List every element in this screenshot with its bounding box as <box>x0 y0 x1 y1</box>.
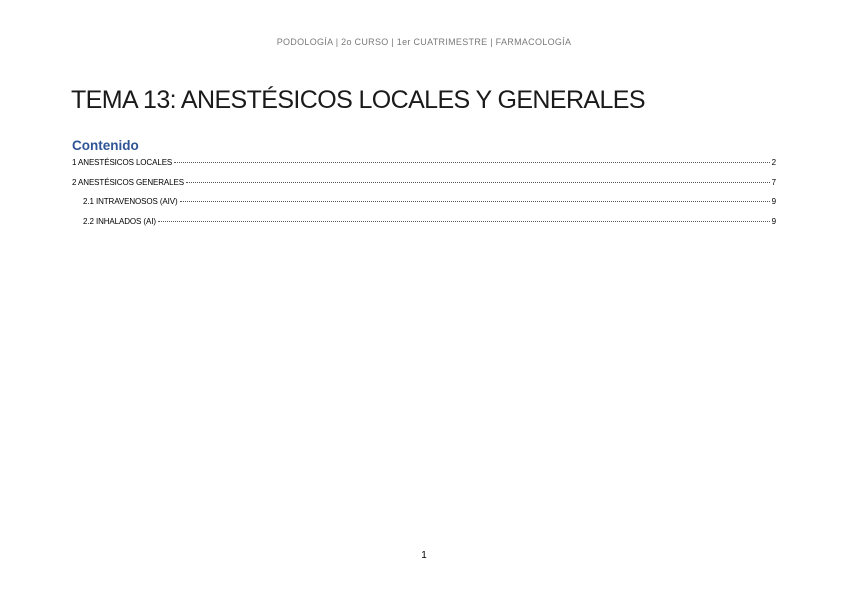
toc-entry-page: 7 <box>771 177 776 187</box>
toc-entry-anestesicos-locales[interactable] <box>72 158 776 178</box>
toc-leader-dots <box>180 201 770 202</box>
toc-entry-page: 9 <box>771 216 776 226</box>
toc-entry-page: 9 <box>771 197 776 206</box>
toc-entry-label: 2 ANESTÉSICOS GENERALES <box>72 177 184 187</box>
toc-entry-inhalados[interactable] <box>72 217 776 237</box>
toc-entry-anestesicos-generales[interactable] <box>72 178 776 198</box>
toc-entry-label: 2.1 INTRAVENOSOS (AIV) <box>83 197 178 206</box>
document-title: TEMA 13: ANESTÉSICOS LOCALES Y GENERALES <box>71 86 645 114</box>
page-number: 1 <box>421 550 427 561</box>
toc-leader-dots <box>158 221 770 222</box>
table-of-contents <box>72 158 776 236</box>
toc-entry-intravenosos[interactable] <box>72 197 776 217</box>
toc-entry-label: 2.2 INHALADOS (AI) <box>83 216 156 226</box>
page-header: PODOLOGÍA | 2o CURSO | 1er CUATRIMESTRE | FARMACOLOGÍA <box>276 37 572 47</box>
toc-heading: Contenido <box>72 138 139 153</box>
toc-leader-dots <box>174 162 769 163</box>
toc-entry-page: 2 <box>771 158 776 167</box>
toc-entry-label: 1 ANESTÉSICOS LOCALES <box>72 158 173 167</box>
toc-leader-dots <box>186 182 770 183</box>
